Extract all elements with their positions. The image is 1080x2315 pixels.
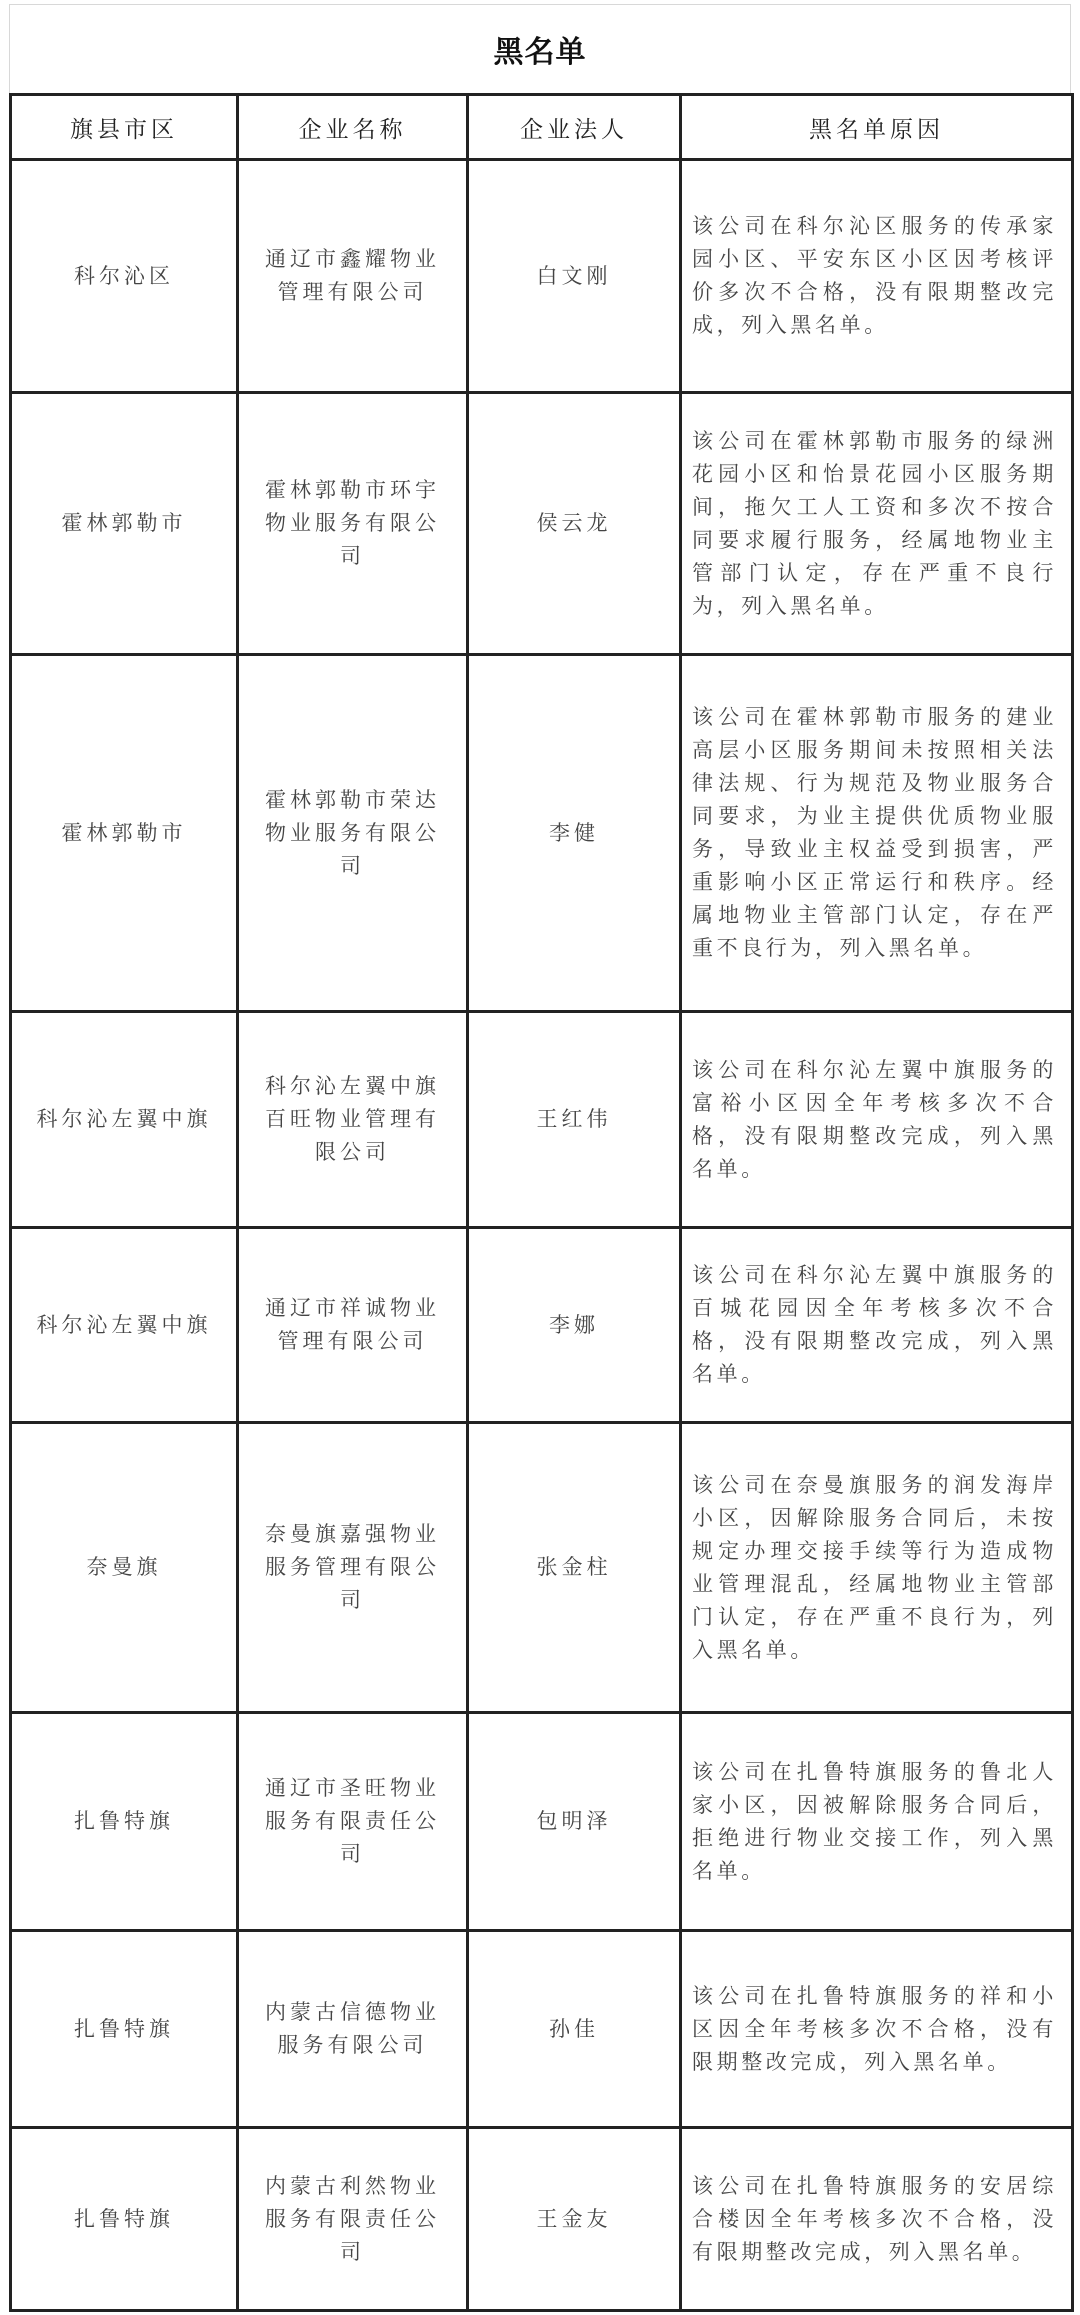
blacklist-table xyxy=(9,93,1074,2312)
region-cell: 霍林郭勒市 xyxy=(11,655,238,1012)
company-cell: 霍林郭勒市环宇物业服务有限公司 xyxy=(238,393,468,655)
company-cell: 霍林郭勒市荣达物业服务有限公司 xyxy=(238,655,468,1012)
table-row xyxy=(11,2128,1073,2311)
reason-cell: 该公司在科尔沁左翼中旗服务的富裕小区因全年考核多次不合格，没有限期整改完成，列入黑名单。 xyxy=(681,1012,1073,1228)
reason-cell: 该公司在奈曼旗服务的润发海岸小区，因解除服务合同后，未按规定办理交接手续等行为造成物业管理混乱，经属地物业主管部门认定，存在严重不良行为，列入黑名单。 xyxy=(681,1423,1073,1713)
company-cell: 通辽市鑫耀物业管理有限公司 xyxy=(238,160,468,393)
company-cell: 通辽市祥诚物业管理有限公司 xyxy=(238,1228,468,1423)
legal-person-cell: 侯云龙 xyxy=(468,393,681,655)
legal-person-cell: 张金柱 xyxy=(468,1423,681,1713)
legal-person-cell: 王红伟 xyxy=(468,1012,681,1228)
region-cell: 霍林郭勒市 xyxy=(11,393,238,655)
table-row xyxy=(11,1931,1073,2128)
legal-person-cell: 李健 xyxy=(468,655,681,1012)
table-row xyxy=(11,1012,1073,1228)
legal-person-cell: 白文刚 xyxy=(468,160,681,393)
reason-cell: 该公司在扎鲁特旗服务的安居综合楼因全年考核多次不合格，没有限期整改完成，列入黑名单。 xyxy=(681,2128,1073,2311)
legal-person-cell: 王金友 xyxy=(468,2128,681,2311)
region-cell: 奈曼旗 xyxy=(11,1423,238,1713)
region-cell: 扎鲁特旗 xyxy=(11,2128,238,2311)
table-row xyxy=(11,1423,1073,1713)
legal-person-cell: 李娜 xyxy=(468,1228,681,1423)
page-title: 黑名单 xyxy=(9,4,1071,93)
legal-person-cell: 包明泽 xyxy=(468,1713,681,1931)
region-cell: 科尔沁左翼中旗 xyxy=(11,1228,238,1423)
reason-cell: 该公司在科尔沁区服务的传承家园小区、平安东区小区因考核评价多次不合格，没有限期整改完成，列入黑名单。 xyxy=(681,160,1073,393)
table-header-row xyxy=(11,95,1073,160)
reason-cell: 该公司在扎鲁特旗服务的祥和小区因全年考核多次不合格，没有限期整改完成，列入黑名单。 xyxy=(681,1931,1073,2128)
table-row xyxy=(11,393,1073,655)
table-row xyxy=(11,655,1073,1012)
reason-cell: 该公司在扎鲁特旗服务的鲁北人家小区，因被解除服务合同后，拒绝进行物业交接工作，列入黑名单。 xyxy=(681,1713,1073,1931)
company-cell: 科尔沁左翼中旗百旺物业管理有限公司 xyxy=(238,1012,468,1228)
column-header-company: 企业名称 xyxy=(238,95,468,160)
table-row xyxy=(11,160,1073,393)
region-cell: 扎鲁特旗 xyxy=(11,1931,238,2128)
table-row xyxy=(11,1228,1073,1423)
column-header-legal-person: 企业法人 xyxy=(468,95,681,160)
company-cell: 内蒙古信德物业服务有限公司 xyxy=(238,1931,468,2128)
blacklist-sheet xyxy=(9,4,1071,2312)
company-cell: 奈曼旗嘉强物业服务管理有限公司 xyxy=(238,1423,468,1713)
company-cell: 通辽市圣旺物业服务有限责任公司 xyxy=(238,1713,468,1931)
table-row xyxy=(11,1713,1073,1931)
region-cell: 科尔沁区 xyxy=(11,160,238,393)
company-cell: 内蒙古利然物业服务有限责任公司 xyxy=(238,2128,468,2311)
column-header-reason: 黑名单原因 xyxy=(681,95,1073,160)
region-cell: 科尔沁左翼中旗 xyxy=(11,1012,238,1228)
reason-cell: 该公司在霍林郭勒市服务的绿洲花园小区和怡景花园小区服务期间，拖欠工人工资和多次不按合同要求履行服务，经属地物业主管部门认定，存在严重不良行为，列入黑名单。 xyxy=(681,393,1073,655)
legal-person-cell: 孙佳 xyxy=(468,1931,681,2128)
column-header-region: 旗县市区 xyxy=(11,95,238,160)
reason-cell: 该公司在科尔沁左翼中旗服务的百城花园因全年考核多次不合格，没有限期整改完成，列入黑名单。 xyxy=(681,1228,1073,1423)
region-cell: 扎鲁特旗 xyxy=(11,1713,238,1931)
reason-cell: 该公司在霍林郭勒市服务的建业高层小区服务期间未按照相关法律法规、行为规范及物业服务合同要求，为业主提供优质物业服务，导致业主权益受到损害，严重影响小区正常运行和秩序。经属地物业主管部门认定，存在严重不良行为，列入黑名单。 xyxy=(681,655,1073,1012)
